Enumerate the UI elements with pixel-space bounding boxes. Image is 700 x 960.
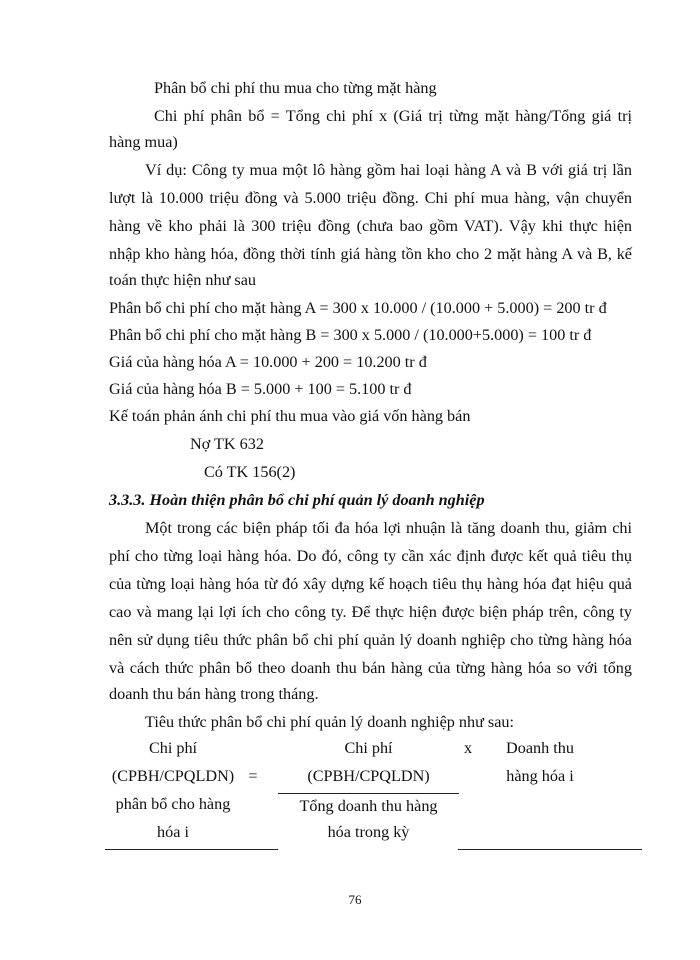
formula-line-1: Chi phí phân bổ = Tổng chi phí x (Giá trị từng mặt hàng/Tổng giá trị (154, 107, 632, 125)
section-line-2: phí cho từng loại hàng hóa. Do đó, công ty cần xác định được kết quả tiêu thụ (109, 547, 632, 565)
accounting-note: Kế toán phản ánh chi phí thu mua vào giá vốn hàng bán (109, 407, 471, 425)
section-line-7: doanh thu bán hàng trong tháng. (109, 685, 319, 703)
formula-right-rule (458, 849, 642, 850)
price-line-b: Giá của hàng hóa B = 5.000 + 100 = 5.100 tr đ (109, 380, 412, 398)
calc-line-a: Phân bổ chi phí cho mặt hàng A = 300 x 10.000 / (10.000 + 5.000) = 200 tr đ (109, 299, 607, 317)
formula-left-3: phân bổ cho hàng (115, 795, 231, 813)
numerator-line-1: Chi phí (344, 739, 393, 757)
section-heading: 3.3.3. Hoàn thiện phân bổ chi phí quản lý doanh nghiệp (109, 491, 485, 509)
times-sign: x (463, 739, 473, 757)
section-line-6: và cách thức phân bổ theo doanh thu bán hàng của từng hàng hóa so với tổng (109, 659, 632, 677)
example-line-4: nhập kho hàng hóa, đồng thời tính giá hàng tồn kho cho 2 mặt hàng A và B, kế (109, 245, 632, 263)
intro-title: Phân bổ chi phí thu mua cho từng mặt hàng (154, 79, 437, 97)
debit-entry: Nợ TK 632 (190, 435, 264, 453)
section-line-1: Một trong các biện pháp tối đa hóa lợi nhuận là tăng doanh thu, giảm chi (145, 519, 632, 537)
formula-left-rule (105, 849, 278, 850)
fraction-bar (278, 793, 459, 794)
denominator-line-1: Tổng doanh thu hàng (299, 797, 438, 815)
calc-line-b: Phân bổ chi phí cho mặt hàng B = 300 x 5.000 / (10.000+5.000) = 100 tr đ (109, 326, 592, 344)
section-line-4: cao và mang lại lợi ích cho công ty. Để thực hiện được biện pháp trên, công ty (109, 603, 632, 621)
criteria-line: Tiêu thức phân bổ chi phí quản lý doanh nghiệp như sau: (145, 713, 514, 731)
formula-line-2: hàng mua) (109, 133, 178, 151)
formula-right-2: hàng hóa i (506, 767, 574, 785)
formula-left-4: hóa i (157, 823, 189, 841)
formula-left-2: (CPBH/CPQLDN) (111, 767, 235, 785)
section-line-5: nên sử dụng tiêu thức phân bổ chi phí quản lý doanh nghiệp cho từng hàng hóa (109, 631, 632, 649)
denominator-line-2: hóa trong kỳ (327, 823, 410, 841)
example-line-3: hàng về kho phải là 300 triệu đồng (chưa bao gồm VAT). Vậy khi thực hiện (109, 217, 632, 235)
numerator-line-2: (CPBH/CPQLDN) (307, 767, 430, 785)
price-line-a: Giá của hàng hóa A = 10.000 + 200 = 10.200 tr đ (109, 353, 427, 371)
equals-sign: = (248, 767, 258, 785)
section-line-3: của từng loại hàng hóa từ đó xây dựng kế hoạch tiêu thụ hàng hóa đạt hiệu quả (109, 575, 632, 593)
page-number: 76 (348, 892, 362, 907)
example-line-2: lượt là 10.000 triệu đồng và 5.000 triệu đồng. Chi phí mua hàng, vận chuyển (109, 189, 632, 207)
formula-right-1: Doanh thu (506, 739, 574, 757)
credit-entry: Có TK 156(2) (204, 463, 296, 481)
formula-left-1: Chi phí (148, 739, 198, 757)
example-line-1: Ví dụ: Công ty mua một lô hàng gồm hai loại hàng A và B với giá trị lần (145, 161, 632, 179)
example-line-5: toán thực hiện như sau (109, 271, 257, 289)
